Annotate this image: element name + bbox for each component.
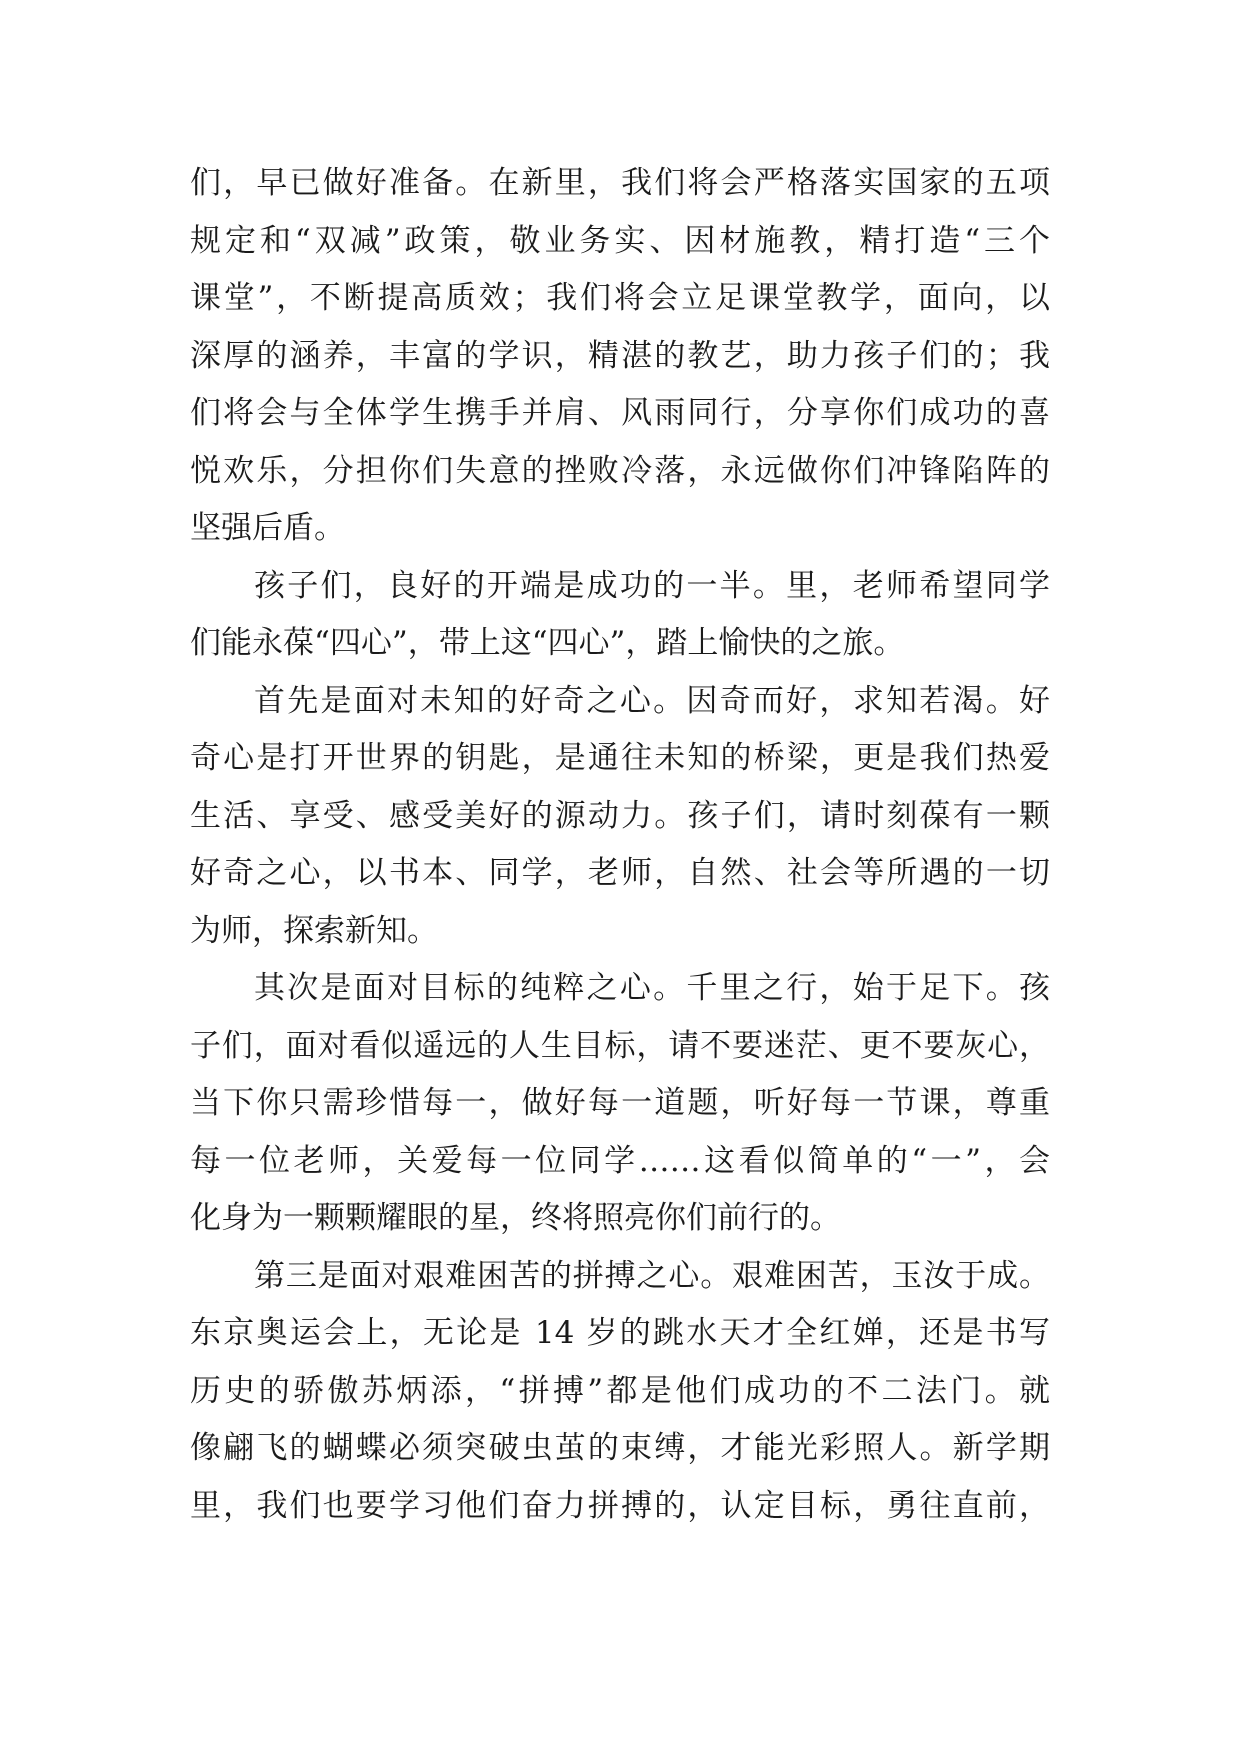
text-line: 为师，探索新知。 bbox=[190, 912, 438, 949]
text-line: 子们，面对看似遥远的人生目标，请不要迷茫、更不要灰心， bbox=[190, 1027, 1050, 1064]
text-line: 深厚的涵养，丰富的学识，精湛的教艺，助力孩子们的；我 bbox=[190, 337, 1050, 374]
paragraph bbox=[190, 1248, 1050, 1536]
text-line: 生活、享受、感受美好的源动力。孩子们，请时刻葆有一颗 bbox=[190, 797, 1050, 834]
text-line: 当下你只需珍惜每一，做好每一道题，听好每一节课，尊重 bbox=[190, 1085, 1050, 1121]
text-line: 坚强后盾。 bbox=[190, 510, 345, 546]
text-line: 历史的骄傲苏炳添，“拼搏”都是他们成功的不二法门。就 bbox=[190, 1372, 1050, 1409]
text-line: 规定和“双减”政策，敬业务实、因材施教，精打造“三个 bbox=[190, 222, 1050, 259]
paragraph bbox=[190, 673, 1050, 961]
text-line: 好奇之心，以书本、同学，老师，自然、社会等所遇的一切 bbox=[190, 855, 1050, 891]
text-line: 奇心是打开世界的钥匙，是通往未知的桥梁，更是我们热爱 bbox=[190, 740, 1050, 776]
text-line: 们能永葆“四心”，带上这“四心”，踏上愉快的之旅。 bbox=[190, 625, 905, 661]
text-line: 悦欢乐，分担你们失意的挫败冷落，永远做你们冲锋陷阵的 bbox=[190, 452, 1050, 489]
text-line: 里，我们也要学习他们奋力拼搏的，认定目标，勇往直前， bbox=[190, 1487, 1050, 1524]
text-line: 东京奥运会上，无论是 14 岁的跳水天才全红婵，还是书写 bbox=[190, 1315, 1050, 1351]
text-line: 其次是面对目标的纯粹之心。千里之行，始于足下。孩 bbox=[254, 970, 1050, 1006]
paragraph bbox=[190, 960, 1050, 1248]
text-line: 首先是面对未知的好奇之心。因奇而好，求知若渴。好 bbox=[254, 682, 1050, 719]
text-line: 孩子们，良好的开端是成功的一半。里，老师希望同学 bbox=[254, 567, 1050, 604]
text-line: 第三是面对艰难困苦的拼搏之心。艰难困苦，玉汝于成。 bbox=[254, 1257, 1050, 1294]
paragraph bbox=[190, 558, 1050, 673]
text-line: 每一位老师，关爱每一位同学……这看似简单的“一”，会 bbox=[190, 1142, 1050, 1179]
document-body bbox=[190, 155, 1050, 1535]
text-line: 们，早已做好准备。在新里，我们将会严格落实国家的五项 bbox=[190, 165, 1050, 201]
text-line: 像翩飞的蝴蝶必须突破虫茧的束缚，才能光彩照人。新学期 bbox=[190, 1430, 1050, 1466]
text-line: 课堂”，不断提高质效；我们将会立足课堂教学，面向，以 bbox=[190, 280, 1050, 316]
text-line: 化身为一颗颗耀眼的星，终将照亮你们前行的。 bbox=[190, 1200, 841, 1236]
text-line: 们将会与全体学生携手并肩、风雨同行，分享你们成功的喜 bbox=[190, 395, 1050, 431]
paragraph bbox=[190, 155, 1050, 558]
